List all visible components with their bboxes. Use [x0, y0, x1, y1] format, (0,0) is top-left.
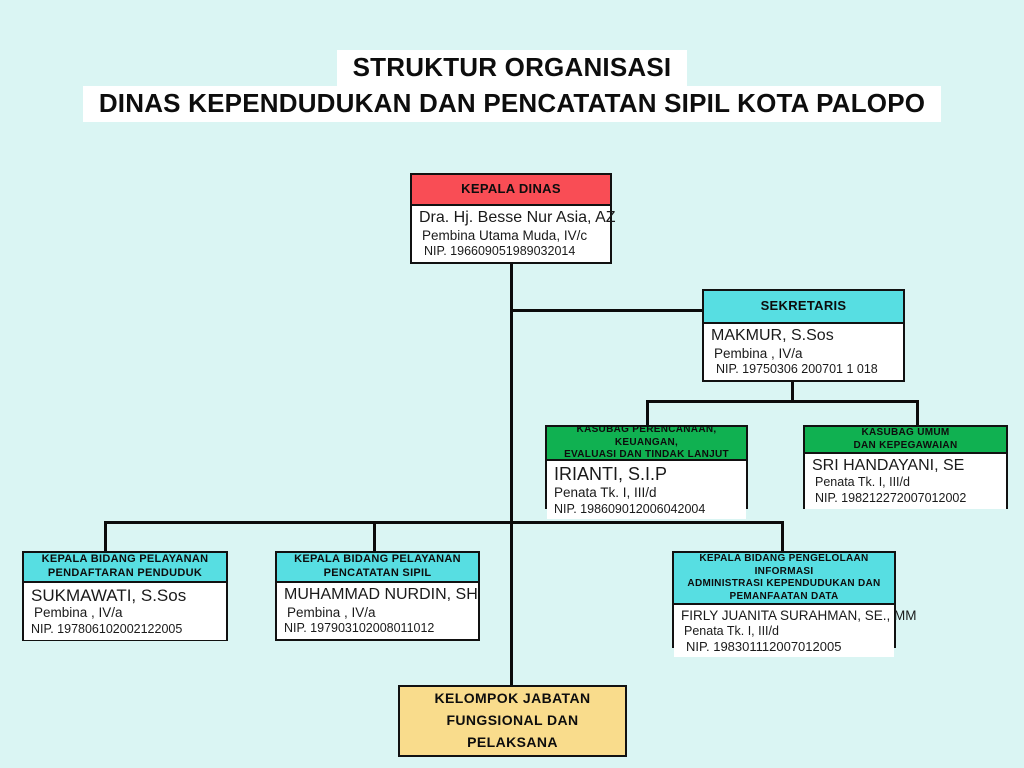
person-nip: NIP. 197806102002122005: [31, 621, 183, 636]
node-bidang-pencatatan-body: [277, 583, 478, 639]
node-sekretaris: [702, 289, 905, 382]
person-rank: Penata Tk. I, III/d: [815, 475, 910, 490]
person-rank: Penata Tk. I, III/d: [554, 484, 657, 500]
node-kasubag-umum-header: [805, 427, 1006, 454]
node-bidang-pengelolaan-title-line1: KEPALA BIDANG PENGELOLAAN INFORMASI: [699, 553, 869, 577]
node-bidang-pencatatan-title-line2: PENCATATAN SIPIL: [323, 567, 432, 580]
connector-sekretaris-branch: [511, 309, 702, 312]
connector-bidang-rail: [104, 521, 784, 524]
node-kasubag-umum-title-line1: KASUBAG UMUM: [861, 427, 950, 438]
node-kasubag-perencanaan: [545, 424, 748, 516]
chart-title-text1: STRUKTUR ORGANISASI: [337, 50, 688, 86]
person-name: MUHAMMAD NURDIN, SH: [284, 586, 478, 604]
node-bidang-pengelolaan-title-line3: PEMANFAATAN DATA: [729, 590, 839, 602]
person-name: FIRLY JUANITA SURAHMAN, SE., MM: [681, 608, 917, 623]
person-rank: Pembina , IV/a: [34, 605, 123, 621]
node-bidang-pengelolaan-title-line2: ADMINISTRASI KEPENDUDUKAN DAN: [687, 578, 881, 589]
person-nip: NIP. 19750306 200701 1 018: [716, 362, 878, 377]
node-kelompok-title-line1: KELOMPOK JABATAN: [434, 690, 591, 707]
person-rank: Pembina , IV/a: [714, 345, 803, 361]
chart-title-line1: [0, 50, 1024, 86]
connector-kasubag-drop-right: [916, 400, 919, 425]
chart-title-line2: [0, 86, 1024, 122]
person-rank: Penata Tk. I, III/d: [684, 623, 779, 638]
node-kasubag-umum-body: [805, 454, 1006, 509]
node-kasubag-perencanaan-header: [547, 424, 746, 461]
node-bidang-pendaftaran-title-line2: PENDAFTARAN PENDUDUK: [47, 566, 203, 579]
person-name: SUKMAWATI, S.Sos: [31, 585, 187, 605]
chart-title-block: [0, 50, 1024, 122]
person-rank: Pembina , IV/a: [287, 604, 376, 620]
node-bidang-pendaftaran-title-line1: KEPALA BIDANG PELAYANAN: [41, 553, 209, 565]
node-kasubag-umum: [803, 425, 1008, 509]
person-nip: NIP. 198212272007012002: [815, 491, 967, 506]
connector-kasubag-rail: [646, 400, 919, 403]
connector-kasubag-drop-left: [646, 400, 649, 425]
person-nip: NIP. 196609051989032014: [424, 244, 576, 259]
node-kasubag-perencanaan-body: [547, 461, 746, 519]
node-sekretaris-header: [704, 291, 903, 324]
person-nip: NIP. 197903102008011012: [284, 621, 435, 636]
node-kasubag-umum-title-line2: DAN KEPEGAWAIAN: [853, 439, 958, 451]
node-kasubag-perencanaan-title-line1: KASUBAG PERENCANAAN, KEUANGAN,: [576, 424, 717, 448]
node-kepala-dinas: [410, 173, 616, 264]
person-rank: Pembina Utama Muda, IV/c: [422, 227, 588, 243]
node-bidang-pendaftaran-penduduk: [22, 551, 228, 641]
connector-trunk-vertical: [510, 264, 513, 685]
node-kelompok-jabatan-fungsional: [398, 685, 627, 757]
node-kelompok-title-line2: FUNGSIONAL DAN PELAKSANA: [446, 712, 579, 750]
person-name: Dra. Hj. Besse Nur Asia, AZ: [419, 209, 616, 227]
connector-bidang-drop-3: [781, 521, 784, 551]
node-bidang-pencatatan-title-line1: KEPALA BIDANG PELAYANAN: [294, 553, 461, 566]
node-bidang-pengelolaan-header: [674, 553, 894, 605]
node-kepala-dinas-header: [412, 175, 610, 206]
node-kepala-dinas-body: [412, 206, 616, 262]
node-sekretaris-title: SEKRETARIS: [760, 298, 847, 314]
node-bidang-pencatatan-header: [277, 553, 478, 583]
node-bidang-pengelolaan-informasi: [672, 551, 917, 655]
connector-bidang-drop-1: [104, 521, 107, 551]
person-nip: NIP. 198609012006042004: [554, 501, 706, 516]
connector-bidang-drop-2: [373, 521, 376, 551]
node-sekretaris-body: [704, 324, 903, 380]
node-bidang-pendaftaran-body: [24, 583, 226, 640]
person-name: IRIANTI, S.I.P: [554, 464, 668, 484]
node-kasubag-perencanaan-title-line2: EVALUASI DAN TINDAK LANJUT: [564, 449, 729, 461]
person-name: SRI HANDAYANI, SE: [812, 457, 965, 474]
node-bidang-pencatatan-sipil: [275, 551, 480, 641]
node-kepala-dinas-title: KEPALA DINAS: [461, 181, 561, 197]
chart-title-text2: DINAS KEPENDUDUKAN DAN PENCATATAN SIPIL KOTA PALOPO: [83, 86, 941, 122]
node-bidang-pengelolaan-body: [674, 605, 917, 657]
node-bidang-pendaftaran-header: [24, 553, 226, 583]
person-name: MAKMUR, S.Sos: [711, 327, 834, 345]
person-nip: NIP. 198301112007012005: [686, 639, 842, 655]
